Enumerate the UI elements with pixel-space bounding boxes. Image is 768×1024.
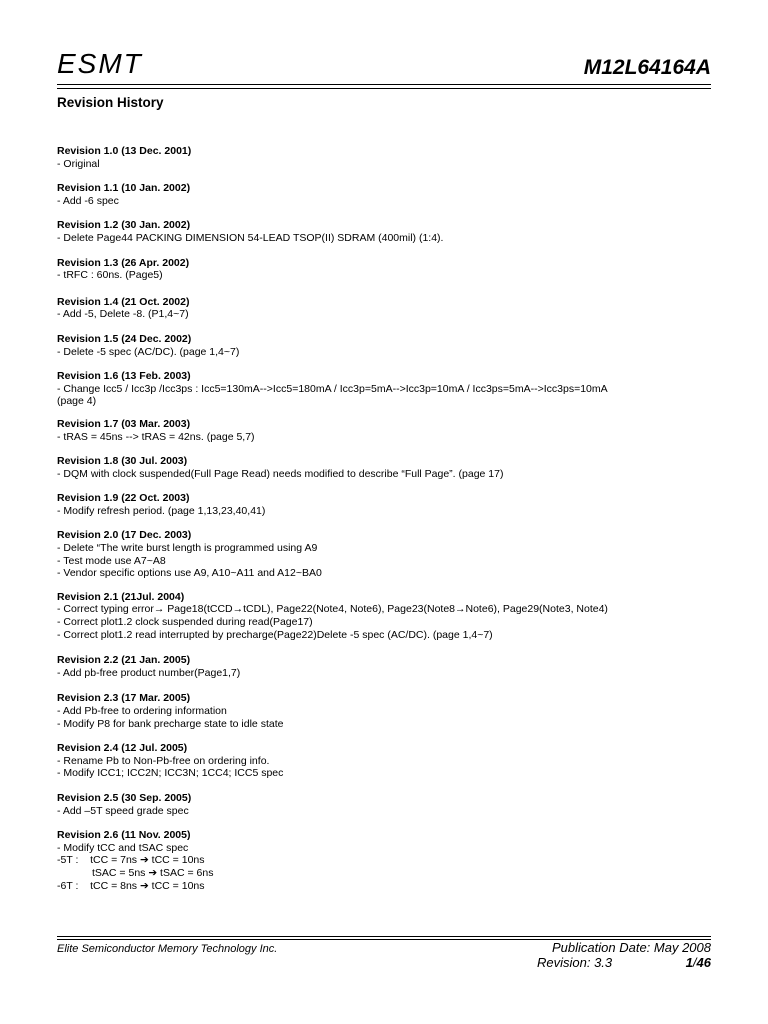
revision-title: Revision 1.4 (21 Oct. 2002) xyxy=(57,295,190,308)
revision-note: - Modify refresh period. (page 1,13,23,40,41) xyxy=(57,504,266,517)
revision-title: Revision 1.0 (13 Dec. 2001) xyxy=(57,145,192,157)
revision-note: - Modify tCC and tSAC spec xyxy=(57,841,189,854)
revision-note: (page 4) xyxy=(57,395,97,408)
revision-list xyxy=(57,133,717,892)
revision-note: - Delete “The write burst length is programmed using A9 xyxy=(57,542,318,555)
revision-entry xyxy=(57,145,717,170)
section-title: Revision History xyxy=(57,95,164,110)
revision-title: Revision 2.5 (30 Sep. 2005) xyxy=(57,791,192,804)
revision-note: - Modify ICC1; ICC2N; ICC3N; 1CC4; ICC5 spec xyxy=(57,767,284,780)
revision-info: Revision: 3.3 xyxy=(537,955,613,970)
header-rule xyxy=(57,84,711,85)
revision-note: - Correct typing error→ Page18(tCCD→tCDL), Page22(Note4, Note6), Page23(Note8→Note6), Page29(Note3, Note4) xyxy=(57,603,608,616)
revision-note: - Add pb-free product number(Page1,7) xyxy=(57,666,241,679)
revision-entry xyxy=(57,333,717,358)
revision-entry xyxy=(57,418,717,443)
revision-title: Revision 1.2 (30 Jan. 2002) xyxy=(57,219,191,232)
footer-rule-thin xyxy=(57,936,711,937)
header-rule-thin xyxy=(57,88,711,89)
revision-note: - Add -5, Delete -8. (P1,4~7) xyxy=(57,308,189,321)
revision-note: - Rename Pb to Non-Pb-free on ordering info. xyxy=(57,754,270,767)
revision-title: Revision 1.5 (24 Dec. 2002) xyxy=(57,332,192,345)
revision-note: -5T : tCC = 7ns ➔ tCC = 10ns xyxy=(57,854,205,867)
revision-note: - Add –5T speed grade spec xyxy=(57,804,189,817)
company-name: Elite Semiconductor Memory Technology Inc. xyxy=(57,943,278,955)
esmt-logo: ESMT xyxy=(57,48,143,79)
revision-note: -6T : tCC = 8ns ➔ tCC = 10ns xyxy=(57,879,205,892)
revision-title: Revision 1.8 (30 Jul. 2003) xyxy=(57,455,188,468)
revision-note: - tRAS = 45ns --> tRAS = 42ns. (page 5,7) xyxy=(57,430,255,443)
page-number: 1/46 xyxy=(685,955,711,970)
revision-entry xyxy=(57,492,717,517)
revision-note: - Add Pb-free to ordering information xyxy=(57,705,227,717)
revision-title: Revision 1.1 (10 Jan. 2002) xyxy=(57,182,191,195)
revision-entry xyxy=(57,455,717,480)
part-number: M12L64164A xyxy=(583,56,711,79)
revision-entry xyxy=(57,182,717,207)
revision-note: - Original xyxy=(57,157,100,170)
revision-title: Revision 2.2 (21 Jan. 2005) xyxy=(57,654,191,667)
revision-title: Revision 1.9 (22 Oct. 2003) xyxy=(57,492,190,505)
revision-entry xyxy=(57,219,717,244)
page-total: 46 xyxy=(696,955,711,970)
revision-entry xyxy=(57,654,717,679)
revision-title: Revision 2.0 (17 Dec. 2003) xyxy=(57,529,192,542)
revision-entry xyxy=(57,370,717,408)
revision-note: - Vendor specific options use A9, A10~A11 and A12~BA0 xyxy=(57,567,322,580)
revision-entry xyxy=(57,792,717,817)
publication-date: Publication Date: May 2008 xyxy=(552,940,711,955)
revision-title: Revision 1.3 (26 Apr. 2002) xyxy=(57,256,190,269)
revision-entry xyxy=(57,529,717,579)
revision-note: - Test mode use A7~A8 xyxy=(57,554,166,567)
revision-note: - Delete Page44 PACKING DIMENSION 54-LEAD TSOP(II) SDRAM (400mil) (1:4). xyxy=(57,231,444,244)
revision-note: tSAC = 5ns ➔ tSAC = 6ns xyxy=(57,866,214,879)
revision-note: - DQM with clock suspended(Full Page Read) needs modified to describe “Full Page”. (page 17) xyxy=(57,467,504,480)
revision-title: Revision 2.6 (11 Nov. 2005) xyxy=(57,829,191,842)
revision-note: - Correct plot1.2 clock suspended during read(Page17) xyxy=(57,616,313,629)
revision-title: Revision 1.6 (13 Feb. 2003) xyxy=(57,370,191,383)
revision-entry xyxy=(57,591,717,641)
revision-entry xyxy=(57,692,717,730)
revision-title: Revision 2.4 (12 Jul. 2005) xyxy=(57,742,188,755)
revision-note: - Modify P8 for bank precharge state to idle state xyxy=(57,717,284,730)
revision-entry xyxy=(57,829,717,892)
page-current: 1 xyxy=(685,955,693,970)
revision-entry xyxy=(57,296,717,321)
revision-note: - Change Icc5 / Icc3p /Icc3ps : Icc5=130mA-->Icc5=180mA / Icc3p=5mA-->Icc3p=10mA / Icc3ps=5mA-->Icc3ps=10mA xyxy=(57,382,608,395)
revision-title: Revision 2.3 (17 Mar. 2005) xyxy=(57,692,191,705)
revision-entry xyxy=(57,257,717,282)
revision-note: - Correct plot1.2 read interrupted by precharge(Page22)Delete -5 spec (AC/DC). (page 1,4~7) xyxy=(57,628,493,641)
revision-title: Revision 1.7 (03 Mar. 2003) xyxy=(57,417,191,430)
revision-note: - Delete -5 spec (AC/DC). (page 1,4~7) xyxy=(57,345,240,358)
revision-title: Revision 2.1 (21Jul. 2004) xyxy=(57,590,185,603)
revision-entry xyxy=(57,742,717,780)
revision-note: - tRFC : 60ns. (Page5) xyxy=(57,269,163,282)
revision-note: - Add -6 spec xyxy=(57,194,119,207)
